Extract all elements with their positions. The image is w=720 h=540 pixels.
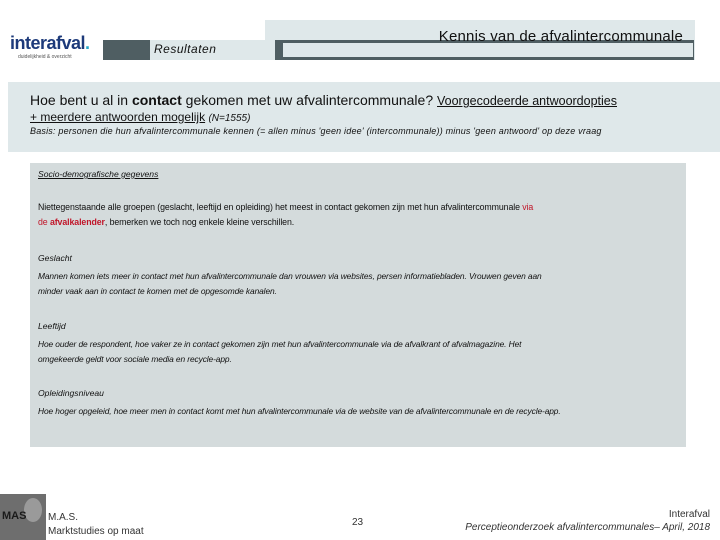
findings-heading: Socio-demografische gegevens <box>38 169 159 179</box>
sample-size: (N=1555) <box>208 113 251 124</box>
report-title: Perceptieonderzoek afvalintercommunales– April, 2018 <box>465 522 710 533</box>
footer-report <box>465 508 710 534</box>
company-tagline: Marktstudies op maat <box>48 526 144 537</box>
age-heading: Leeftijd <box>38 321 66 331</box>
photo-label: MAS <box>2 510 27 522</box>
section-label: Resultaten <box>154 42 217 56</box>
education-text: Hoe hoger opgeleid, hoe meer men in contact komt met hun afvalintercommunale via de website van de afvalintercommunale en de recycle-app. <box>38 406 561 416</box>
question-type: Voorgecodeerde antwoordopties <box>437 94 617 108</box>
portrait-shape <box>24 498 42 522</box>
education-heading: Opleidingsniveau <box>38 388 104 398</box>
slide-title: Kennis van de afvalintercommunale <box>438 28 683 45</box>
interafval-logo <box>10 34 102 64</box>
footer-company <box>48 511 144 539</box>
question-text: Hoe bent u al in contact gekomen met uw afvalintercommunale? Voorgecodeerde antwoordopties <box>30 92 617 108</box>
question-basis: Basis: personen die hun afvalintercommunale kennen (= allen minus 'geen idee' (intercommunale)) minus 'geen antwoord' op deze vraag <box>30 126 602 136</box>
header-strip-inner <box>283 43 693 57</box>
age-text: Hoe ouder de respondent, hoe vaker ze in contact gekomen zijn met hun afvalintercommunale via de afvalkrant of afvalmagazine. Het omgekeerde geldt voor sociale media en recycle-app. <box>38 339 522 364</box>
logo-wordmark: interafval. <box>10 33 90 53</box>
page-number: 23 <box>352 517 364 528</box>
findings-intro: Niettegenstaande alle groepen (geslacht, leeftijd en opleiding) het meest in contact gekomen zijn met hun afvalintercommunale via de afvalkalender, bemerken we toch nog enkele kleine verschillen. <box>38 202 534 227</box>
company-name: M.A.S. <box>48 512 79 523</box>
logo-tagline: duidelijkheid & overzicht <box>18 54 72 60</box>
client-name: Interafval <box>668 509 710 520</box>
question-subline: + meerdere antwoorden mogelijk (N=1555) <box>30 110 251 124</box>
gender-text: Mannen komen iets meer in contact met hun afvalintercommunale dan vrouwen via websites, persen informatiebladen. Vrouwen geven aan minder vaak aan in contact te komen met de opgesomde kanalen. <box>38 271 542 296</box>
section-label-box <box>150 40 275 60</box>
mas-photo <box>0 494 46 540</box>
gender-heading: Geslacht <box>38 253 72 263</box>
